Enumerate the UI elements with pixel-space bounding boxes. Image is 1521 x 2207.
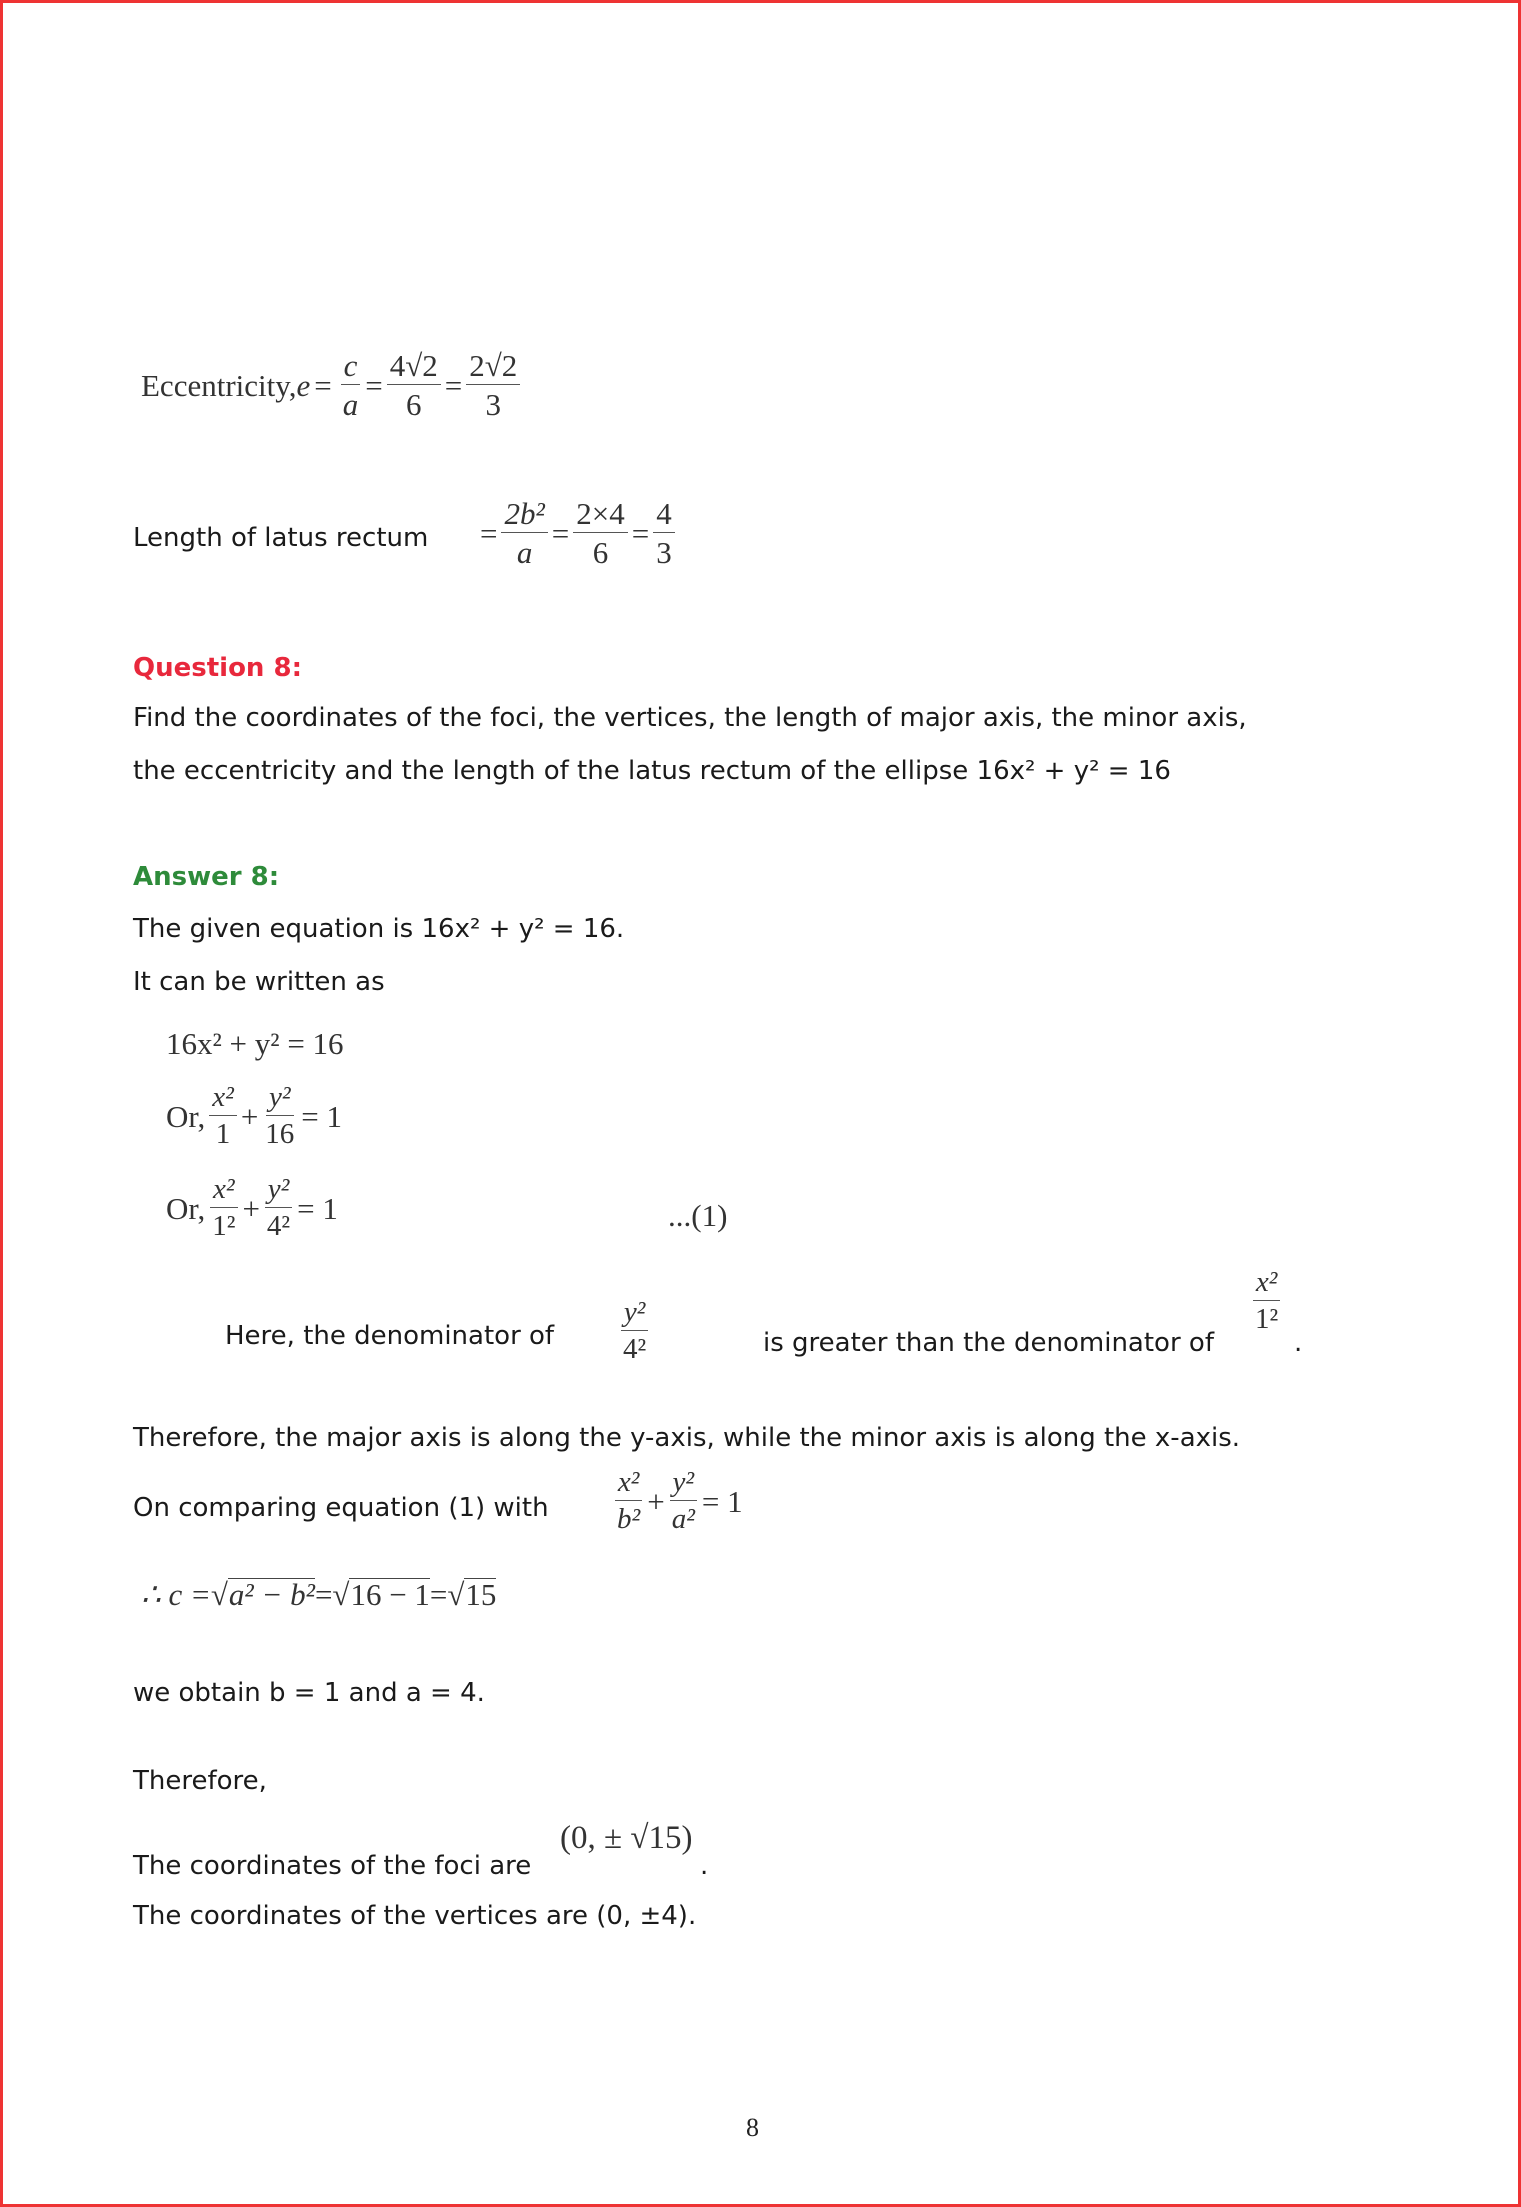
equals: = (551, 515, 570, 551)
numerator: 4 (653, 498, 675, 533)
radicand: 15 (465, 1577, 497, 1612)
denominator: b² (617, 1503, 641, 1535)
numerator: c (341, 350, 361, 385)
denominator: 6 (592, 535, 609, 570)
question-line-2: the eccentricity and the length of the latus rectum of the ellipse 16x² + y² = 16 (133, 756, 1171, 786)
fraction (620, 1298, 649, 1364)
period: . (1294, 1328, 1303, 1358)
given-equation-text: The given equation is 16x² + y² = 16. (133, 914, 625, 944)
greater-fraction (1248, 1268, 1285, 1334)
fraction (1252, 1268, 1281, 1334)
foci-text: The coordinates of the foci are (133, 1851, 532, 1881)
denominator: a (342, 387, 359, 422)
fraction (614, 1468, 643, 1534)
fraction (573, 498, 627, 568)
comparing-text: On comparing equation (1) with (133, 1493, 549, 1523)
fraction (209, 1083, 237, 1149)
fraction (501, 498, 547, 568)
standard-form-equation: $\frac{\text{x²}}{\text{b²}}$ + $\frac{\text{y²}}{\text{a²}}$ = 1 (610, 1468, 743, 1534)
denominator: a² (671, 1503, 695, 1535)
answer-title: Answer 8: (133, 862, 280, 892)
or-label: Or, (166, 1098, 206, 1134)
written-as-text: It can be written as (133, 967, 385, 997)
equation-tag: ...(1) (668, 1198, 728, 1233)
vertices-text: The coordinates of the vertices are (0, ±4). (133, 1901, 697, 1931)
page-number: 8 (746, 2113, 759, 2142)
fraction (387, 350, 441, 420)
numerator: x² (1253, 1268, 1281, 1301)
equals: = (429, 1576, 448, 1612)
denominator: 16 (265, 1118, 295, 1150)
fraction (466, 350, 520, 420)
major-axis-text: Therefore, the major axis is along the y-axis, while the minor axis is along the x-axis. (133, 1423, 1241, 1453)
denominator: 1² (1255, 1303, 1279, 1335)
denominator: 3 (485, 387, 501, 422)
radicand: 16 − 1 (350, 1577, 430, 1612)
equation-3: Or, $\frac{\text{x²}}{\text{1²}}$ + $\frac{\text{y²}}{\text{4²}}$ = 1 (166, 1173, 338, 1242)
denominator: 3 (656, 535, 672, 570)
denominator: 1² (212, 1210, 236, 1242)
equals: = (480, 515, 498, 551)
equals: = (631, 515, 650, 551)
question-line-1: Find the coordinates of the foci, the vertices, the length of major axis, the minor axis, (133, 703, 1247, 733)
equals: = (314, 1576, 333, 1612)
question-title: Question 8: (133, 653, 302, 683)
equals: = (444, 367, 463, 403)
denominator: 4² (266, 1210, 291, 1242)
rhs: = 1 (301, 1098, 343, 1134)
fraction (340, 350, 362, 420)
rhs: = 1 (701, 1483, 743, 1519)
numerator: y² (266, 1083, 294, 1116)
equals: = (314, 367, 332, 403)
denominator: 1 (215, 1118, 231, 1150)
denominator: a (516, 535, 533, 570)
radicand: a² − b² (228, 1577, 315, 1612)
fraction (264, 1175, 293, 1241)
greater-text: is greater than the denominator of (763, 1328, 1214, 1358)
numerator: y² (621, 1298, 649, 1331)
latus-equation (480, 498, 679, 568)
therefore-text: Therefore, (133, 1766, 267, 1796)
fraction (209, 1175, 238, 1241)
foci-period: . (700, 1851, 709, 1881)
eccentricity-label: Eccentricity, (141, 367, 297, 403)
equals: = (365, 367, 383, 403)
numerator: 4√2 (387, 350, 441, 385)
latus-label: Length of latus rectum (133, 523, 429, 553)
or-label: Or, (166, 1190, 206, 1226)
numerator: x² (209, 1083, 237, 1116)
numerator: x² (615, 1468, 643, 1501)
c-equation: ∴ c = √ a² − b² = √ 16 − 1 = √ 15 (141, 1576, 497, 1612)
equation-1: 16x² + y² = 16 (166, 1026, 344, 1061)
rhs: = 1 (297, 1190, 338, 1226)
numerator: y² (670, 1468, 698, 1501)
numerator: x² (210, 1175, 238, 1208)
foci-value: (0, ± √15) (560, 1820, 693, 1856)
denominator: 6 (405, 387, 422, 422)
fraction (669, 1468, 698, 1534)
here-fraction (616, 1298, 653, 1364)
equation-2: Or, $\frac{\text{x²}}{1}$ + $\frac{\text{y²}}{16}$ = 1 (166, 1081, 343, 1150)
c-prefix: ∴ c = (141, 1576, 211, 1612)
numerator: 2b² (501, 498, 547, 533)
eccentricity-var: e (296, 367, 311, 403)
numerator: y² (265, 1175, 293, 1208)
eccentricity-equation (141, 350, 524, 420)
denominator: 4² (623, 1333, 647, 1365)
obtain-text: we obtain b = 1 and a = 4. (133, 1678, 485, 1708)
fraction (262, 1083, 297, 1149)
numerator: 2×4 (573, 498, 627, 533)
numerator: 2√2 (466, 350, 520, 385)
fraction (653, 498, 675, 568)
here-text: Here, the denominator of (225, 1321, 555, 1351)
